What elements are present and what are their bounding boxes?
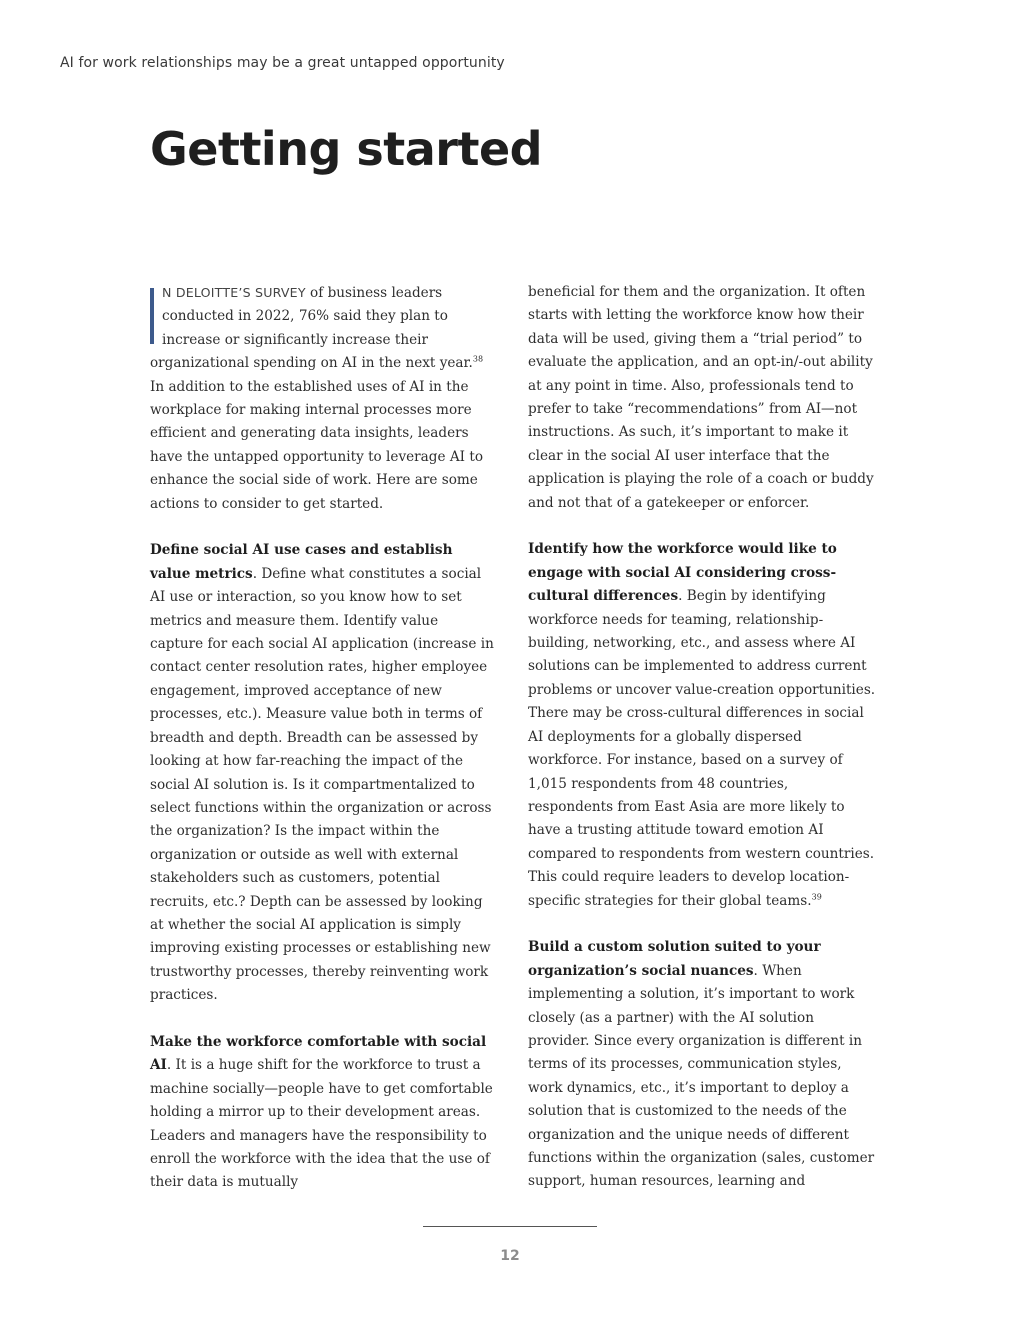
intro-line-1 — [150, 285, 442, 301]
continued-paragraph: beneficial for them and the organization. It often starts with letting the workforce know how their data will be used, giving them a “trial period” to evaluate the application, and an opt-in/-out ability at any point in time. Also, professionals tend to prefer to take “recommendations” from AI—not instructions. As such, it’s important to make it clear in the social AI user interface that the application is playing the role of a coach or buddy and not that of a gatekeeper or enforcer. — [528, 284, 874, 511]
intro-paragraph — [150, 281, 495, 516]
intro-line-1-rest: of business leaders — [305, 285, 443, 301]
define-paragraph — [150, 539, 495, 1007]
right-column — [528, 281, 876, 1194]
intro-lead-in: N DELOITTE’S SURVEY — [162, 285, 306, 300]
build-heading: Build a custom solution suited to your organization’s social nuances — [528, 939, 821, 979]
footer-divider — [423, 1226, 597, 1227]
intro-body: organizational spending on AI in the next year. — [150, 355, 473, 372]
build-paragraph — [528, 936, 876, 1193]
left-column — [150, 281, 495, 1195]
page-number: 12 — [500, 1248, 520, 1264]
intro-body-continued: In addition to the established uses of AI in the workplace for making internal processes more efficient and generating data insights, leaders have the untapped opportunity to leverage AI to enhance the social side of work. Here are some actions to consider to get started. — [150, 378, 484, 512]
intro-line-2: conducted in 2022, 76% said they plan to — [162, 308, 448, 325]
drop-cap-bar — [150, 288, 154, 344]
footnote-ref-39[interactable]: 39 — [811, 892, 822, 902]
comfort-heading: Make the workforce comfortable with social AI — [150, 1033, 487, 1074]
intro-line-3: increase or significantly increase their — [162, 331, 429, 348]
identify-body: . Begin by identifying workforce needs for teaming, relationship-building, networking, etc., and assess where AI solutions can be implemented to address current problems or uncover value-creation opportunities. There may be cross-cultural differences in social AI deployments for a globally dispersed workforce. For instance, based on a survey of 1,015 respondents from 48 countries, respondents from East Asia are more likely to have a trusting attitude toward emotion AI compared to respondents from western countries. This could require leaders to develop location-specific strategies for their global teams. — [528, 588, 876, 909]
comfort-paragraph — [150, 1031, 495, 1195]
comfort-body: . It is a huge shift for the workforce to trust a machine socially—people have to get comfortable holding a mirror up to their development areas. Leaders and managers have the responsibility to enroll the workforce with the idea that the use of their data is mutually — [150, 1057, 493, 1191]
identify-heading: Identify how the workforce would like to engage with social AI considering cross-cultural differences — [528, 541, 837, 605]
page-title: Getting started — [150, 122, 543, 176]
running-header: AI for work relationships may be a great untapped opportunity — [60, 55, 505, 71]
identify-paragraph — [528, 538, 876, 913]
build-body: . When implementing a solution, it’s important to work closely (as a partner) with the AI solution provider. Since every organization is different in terms of its processes, communication styles, work dynamics, etc., it’s important to deploy a solution that is customized to the needs of the organization and the unique needs of different functions within the organization (sales, customer support, human resources, learning and — [528, 962, 875, 1190]
define-body: . Define what constitutes a social AI use or interaction, so you know how to set metrics and measure them. Identify value capture for each social AI application (increase in contact center resolution rates, higher employee engagement, improved acceptance of new processes, etc.). Measure value both in terms of breadth and depth. Breadth can be assessed by looking at how far-reaching the impact of the social AI solution is. Is it compartmentalized to select functions within the organization or across the organization? Is the impact within the organization or outside as well with external stakeholders such as customers, potential recruits, etc.? Depth can be assessed by looking at whether the social AI application is simply improving existing processes or establishing new trustworthy processes, thereby reinventing work practices. — [150, 565, 494, 1004]
define-heading: Define social AI use cases and establish value metrics — [150, 542, 453, 582]
footnote-ref-38[interactable]: 38 — [472, 354, 484, 364]
